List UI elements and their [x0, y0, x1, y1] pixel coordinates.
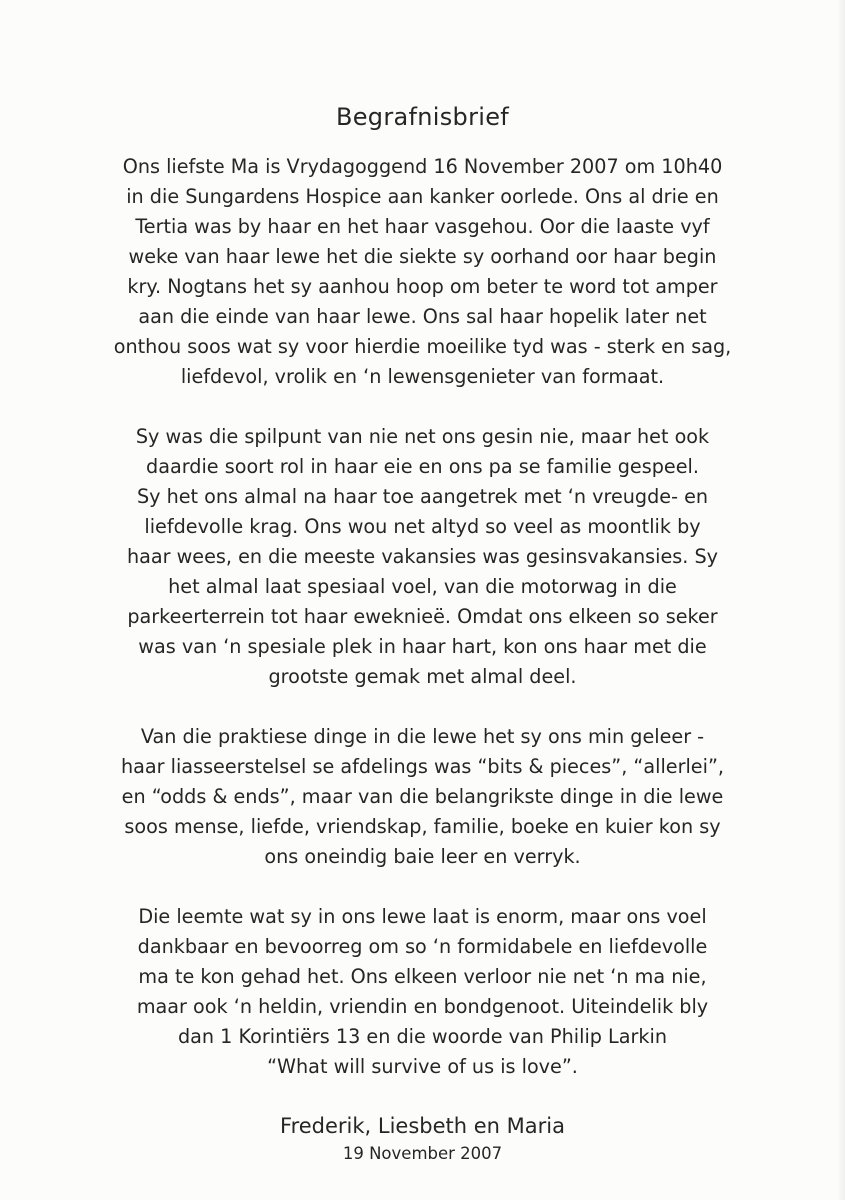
paragraph-line: aan die einde van haar lewe. Ons sal haar hopelik later net — [138, 305, 707, 328]
paragraph-line: Ons liefste Ma is Vrydagoggend 16 November 2007 om 10h40 — [122, 155, 723, 178]
paragraph-line: maar ook ‘n heldin, vriendin en bondgenoot. Uiteindelik bly — [136, 995, 709, 1018]
paragraph-line: was van ‘n spesiale plek in haar hart, kon ons haar met die — [138, 635, 707, 658]
letter-date: 19 November 2007 — [342, 1144, 503, 1163]
paragraph-3 — [60, 722, 785, 872]
paragraph-line: Sy het ons almal na haar toe aangetrek met ‘n vreugde- en — [136, 485, 709, 508]
paragraph-1 — [60, 152, 785, 392]
page-edge-shadow — [837, 0, 845, 1200]
paragraph-line: soos mense, liefde, vriendskap, familie, boeke en kuier kon sy — [124, 815, 721, 838]
paragraph-line: Van die praktiese dinge in die lewe het sy ons min geleer - — [140, 725, 705, 748]
paragraph-line: weke van haar lewe het die siekte sy oorhand oor haar begin — [128, 245, 717, 268]
paragraph-line: kry. Nogtans het sy aanhou hoop om beter te word tot amper — [127, 275, 718, 298]
paragraph-line: en “odds & ends”, maar van die belangrikste dinge in die lewe — [121, 785, 724, 808]
paragraph-line: Sy was die spilpunt van nie net ons gesin nie, maar het ook — [135, 425, 710, 448]
paragraph-2 — [60, 422, 785, 692]
paragraph-line: haar wees, en die meeste vakansies was gesinsvakansies. Sy — [126, 545, 719, 568]
paragraph-line: liefdevolle krag. Ons wou net altyd so veel as moontlik by — [144, 515, 701, 538]
paragraph-line: daardie soort rol in haar eie en ons pa se familie gespeel. — [146, 455, 699, 478]
paragraph-line: dan 1 Korintiërs 13 en die woorde van Philip Larkin — [177, 1025, 667, 1048]
paragraph-line: parkeerterrein tot haar eweknieë. Omdat ons elkeen so seker — [127, 605, 718, 628]
paragraph-line: Die leemte wat sy in ons lewe laat is enorm, maar ons voel — [138, 905, 707, 928]
paragraph-line: in die Sungardens Hospice aan kanker oorlede. Ons al drie en — [126, 185, 719, 208]
paragraph-line: Tertia was by haar en het haar vasgehou. Oor die laaste vyf — [135, 215, 710, 238]
paragraph-line: “What will survive of us is love”. — [267, 1055, 578, 1078]
paragraph-line: haar liasseerstelsel se afdelings was “bits & pieces”, “allerlei”, — [120, 755, 724, 778]
paragraph-line: ma te kon gehad het. Ons elkeen verloor nie net ‘n ma nie, — [138, 965, 707, 988]
letter-content — [60, 102, 785, 1166]
paragraph-line: ons oneindig baie leer en verryk. — [264, 845, 581, 868]
paragraph-line: onthou soos wat sy voor hierdie moeilike tyd was - sterk en sag, — [113, 335, 732, 358]
signature: Frederik, Liesbeth en Maria — [280, 1114, 565, 1138]
paragraph-line: het almal laat spesiaal voel, van die motorwag in die — [168, 575, 677, 598]
paragraph-4 — [60, 902, 785, 1082]
paragraph-line: liefdevol, vrolik en ‘n lewensgenieter van formaat. — [180, 365, 665, 388]
letter-title: Begrafnisbrief — [335, 103, 510, 131]
paragraph-line: dankbaar en bevoorreg om so ‘n formidabele en liefdevolle — [137, 935, 708, 958]
paragraph-line: grootste gemak met almal deel. — [268, 665, 577, 688]
